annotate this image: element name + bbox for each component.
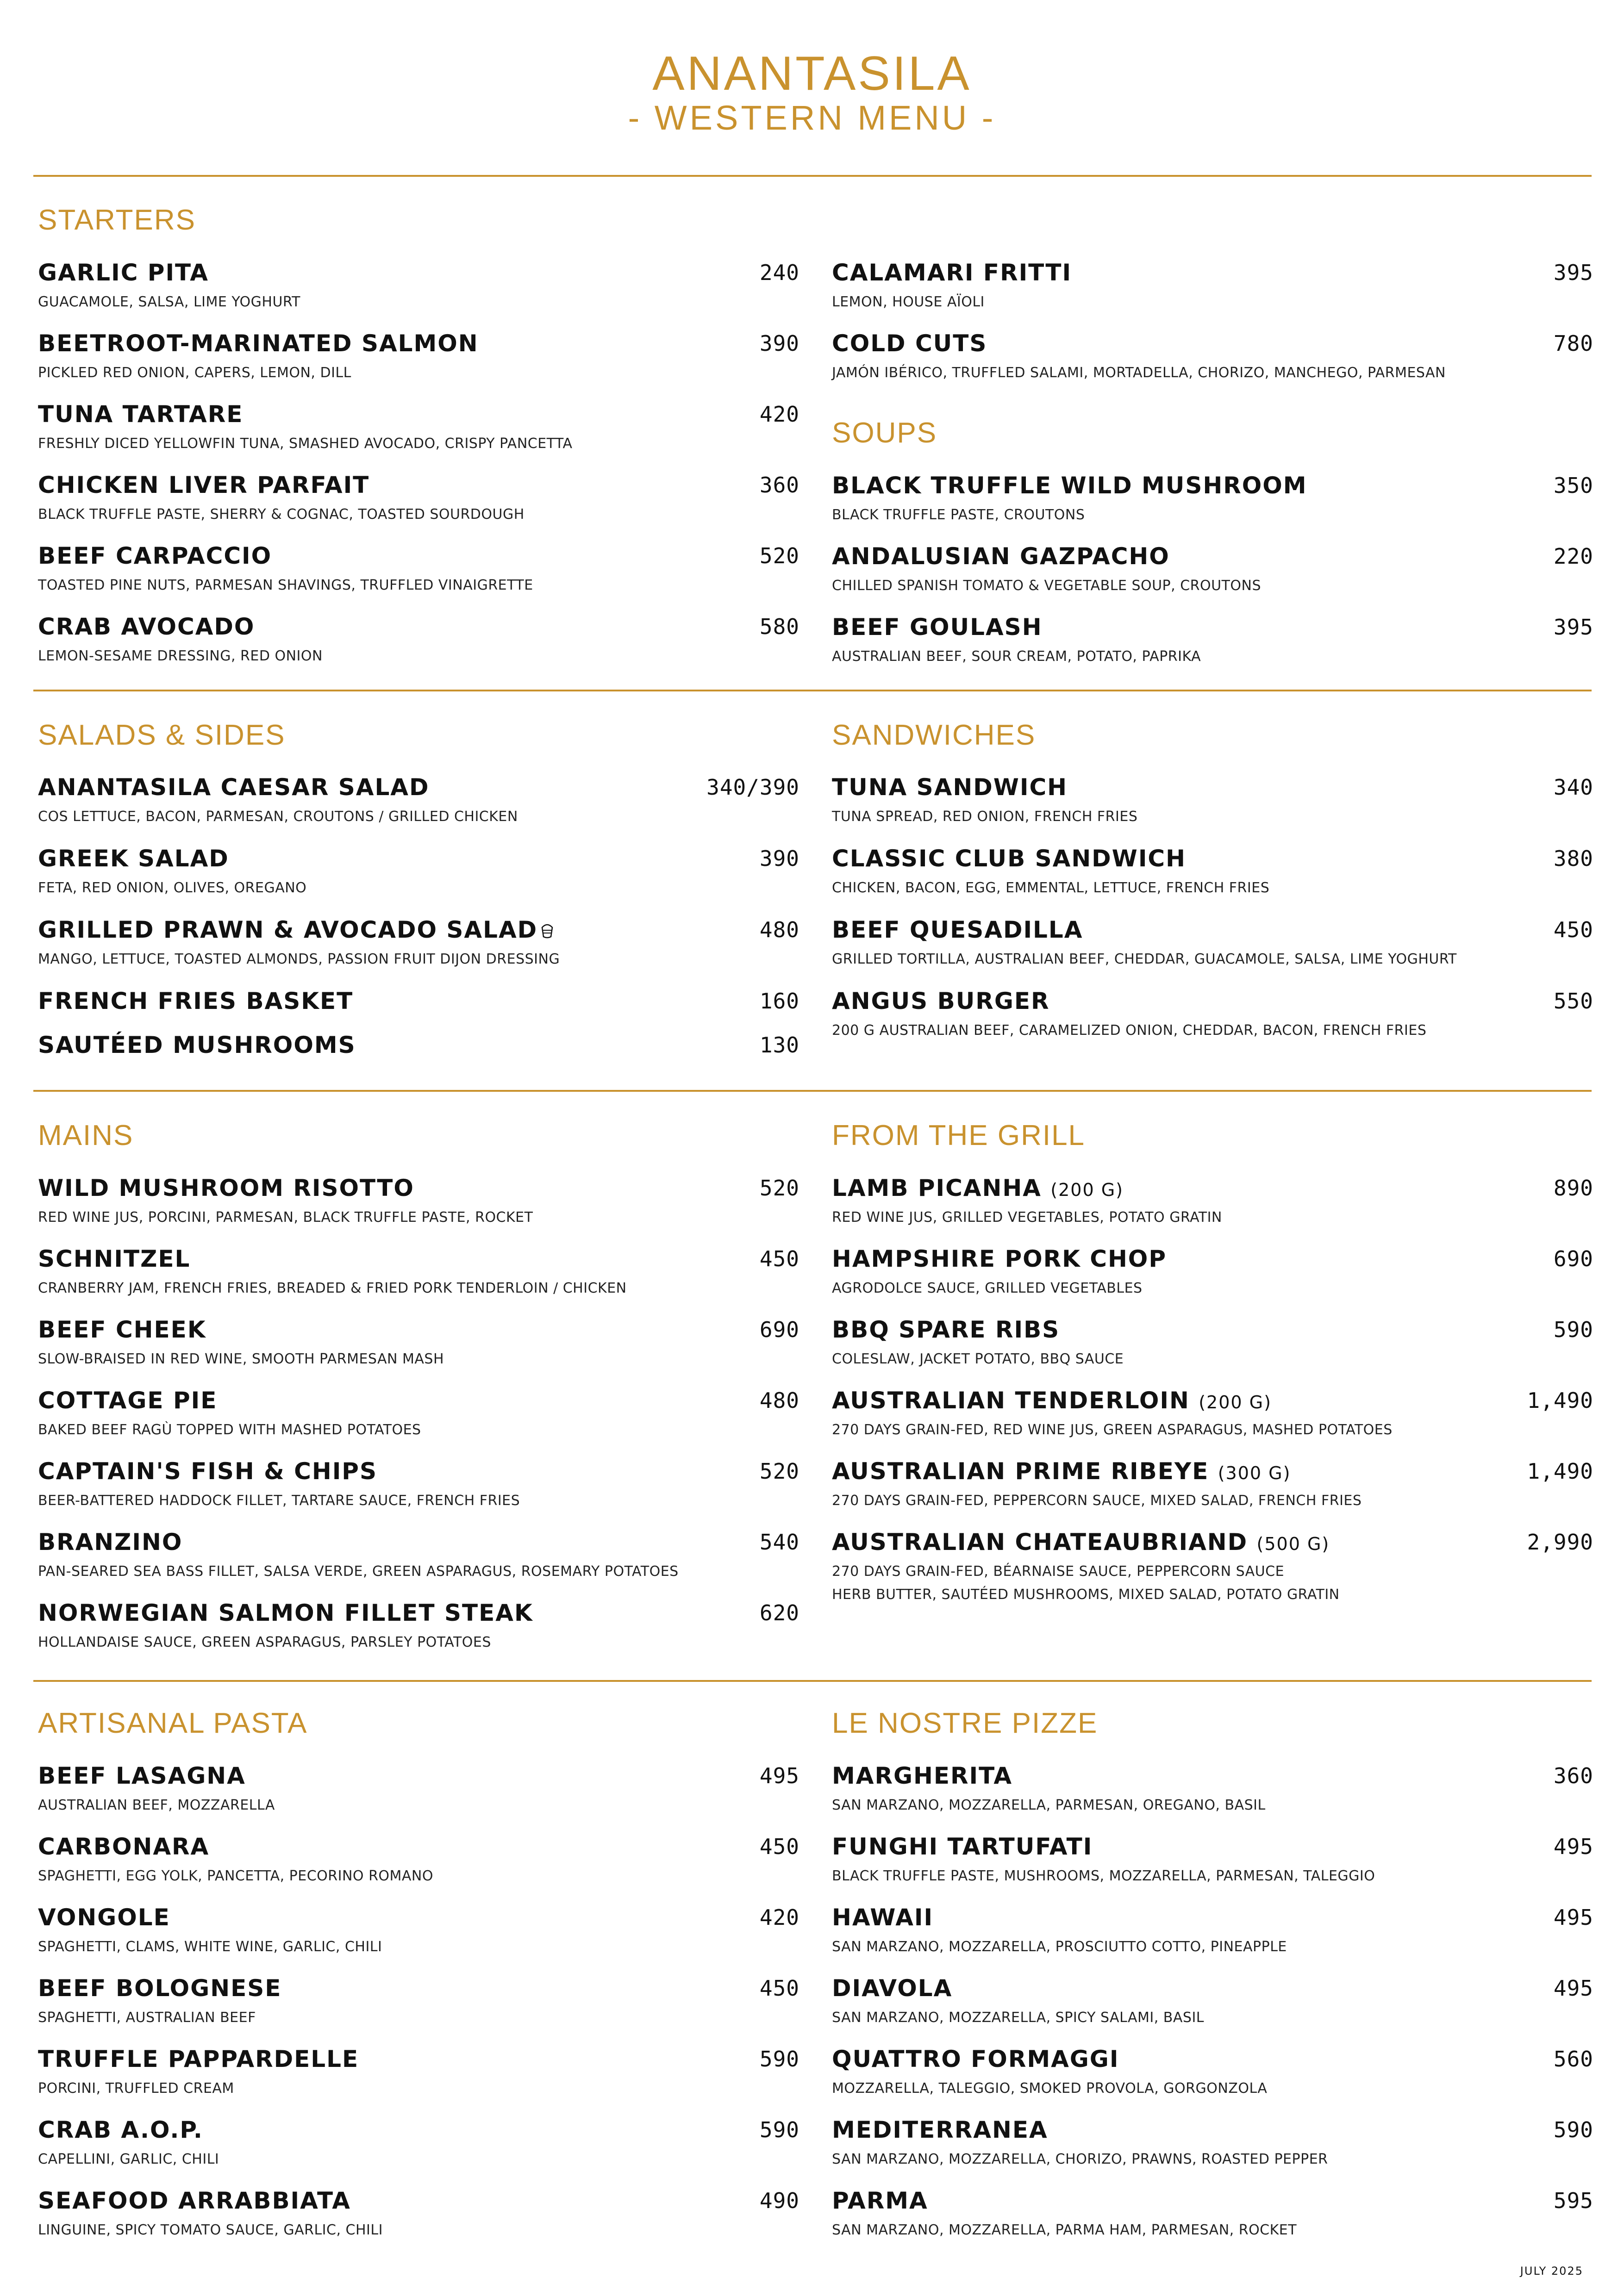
item-weight: (200 G) [1050,1180,1124,1200]
item-name [38,916,554,943]
item-description: SLOW-BRAISED IN RED WINE, SMOOTH PARMESAN MASH [38,1351,444,1367]
divider [33,690,1592,691]
item-price: 350 [1553,473,1593,498]
menu-item [832,259,1593,319]
item-name [38,1175,414,1201]
item-name [832,1387,1272,1414]
item-weight: (200 G) [1199,1392,1272,1412]
item-name-text: FRENCH FRIES BASKET [38,988,354,1014]
item-name [832,2046,1119,2072]
item-description: CHILLED SPANISH TOMATO & VEGETABLE SOUP, CROUTONS [832,578,1262,594]
item-name-text: MEDITERRANEA [832,2116,1048,2143]
menu-item [832,2187,1593,2247]
item-name [832,1529,1330,1556]
menu-item [38,1175,800,1235]
item-name-text: NORWEGIAN SALMON FILLET STEAK [38,1599,533,1626]
item-description: SPAGHETTI, EGG YOLK, PANCETTA, PECORINO ROMANO [38,1868,433,1884]
item-price: 890 [1553,1176,1593,1201]
item-name [832,916,1083,943]
item-name [832,330,987,357]
section-title: ARTISANAL PASTA [38,1707,308,1739]
item-name [832,259,1072,286]
item-price: 690 [759,1317,800,1342]
item-name [38,1975,281,2002]
item-price: 450 [759,1976,800,2001]
item-name [832,1458,1291,1485]
menu-item [832,916,1593,977]
menu-title: ANANTASILA [652,47,972,100]
menu-item [832,1833,1593,1893]
item-description: BLACK TRUFFLE PASTE, SHERRY & COGNAC, TOASTED SOURDOUGH [38,506,525,523]
item-name [832,1245,1167,1272]
item-description: AUSTRALIAN BEEF, MOZZARELLA [38,1797,275,1813]
item-price: 450 [759,1246,800,1271]
item-price: 480 [759,1388,800,1413]
item-name-text: ANANTASILA CAESAR SALAD [38,774,430,801]
item-name-text: CHICKEN LIVER PARFAIT [38,472,370,498]
divider [33,175,1592,177]
item-description: BAKED BEEF RAGÙ TOPPED WITH MASHED POTATOES [38,1422,421,1438]
item-name-text: BEEF QUESADILLA [832,916,1083,943]
item-description: COLESLAW, JACKET POTATO, BBQ SAUCE [832,1351,1124,1367]
menu-item [38,774,800,834]
section-title: LE NOSTRE PIZZE [832,1707,1098,1739]
item-description: SPAGHETTI, CLAMS, WHITE WINE, GARLIC, CHILI [38,1939,382,1955]
item-description: BEER-BATTERED HADDOCK FILLET, TARTARE SAUCE, FRENCH FRIES [38,1493,520,1509]
section-title: FROM THE GRILL [832,1120,1086,1151]
item-description: SAN MARZANO, MOZZARELLA, SPICY SALAMI, BASIL [832,2010,1205,2026]
menu-item [38,2187,800,2247]
item-name-text: CLASSIC CLUB SANDWICH [832,845,1186,872]
item-description: 270 DAYS GRAIN-FED, PEPPERCORN SAUCE, MIXED SALAD, FRENCH FRIES [832,1493,1362,1509]
item-name [38,1032,356,1058]
item-name-text: BEETROOT-MARINATED SALMON [38,330,479,357]
menu-item [832,543,1593,603]
item-description: BLACK TRUFFLE PASTE, MUSHROOMS, MOZZARELLA, PARMESAN, TALEGGIO [832,1868,1375,1884]
item-name [38,1833,209,1860]
menu-item [832,1245,1593,1306]
item-description: SAN MARZANO, MOZZARELLA, PROSCIUTTO COTTO, PINEAPPLE [832,1939,1287,1955]
item-description: RED WINE JUS, PORCINI, PARMESAN, BLACK TRUFFLE PASTE, ROCKET [38,1209,533,1226]
item-name-text: BEEF CARPACCIO [38,542,272,569]
item-name [38,613,255,640]
item-name [38,1529,182,1556]
item-description: BLACK TRUFFLE PASTE, CROUTONS [832,507,1085,523]
item-price: 490 [759,2188,800,2213]
item-name-text: QUATTRO FORMAGGI [832,2046,1119,2072]
section-title: STARTERS [38,204,196,236]
item-price: 360 [759,473,800,498]
item-description: AGRODOLCE SAUCE, GRILLED VEGETABLES [832,1280,1143,1296]
item-price: 495 [1553,1976,1593,2001]
section-title: SALADS & SIDES [38,719,286,751]
item-name-text: WILD MUSHROOM RISOTTO [38,1175,414,1201]
menu-item [38,1762,800,1823]
item-price: 240 [759,260,800,285]
item-description: FETA, RED ONION, OLIVES, OREGANO [38,880,307,896]
item-name-text: BEEF BOLOGNESE [38,1975,282,2002]
item-description: GUACAMOLE, SALSA, LIME YOGHURT [38,294,300,310]
item-name [38,988,353,1014]
menu-item [832,330,1593,390]
item-name-text: ANGUS BURGER [832,988,1050,1014]
menu-item [38,613,800,673]
menu-item [832,1762,1593,1823]
item-name [832,1175,1124,1201]
item-price: 2,990 [1527,1530,1593,1555]
item-name [38,259,209,286]
menu-item [832,1529,1593,1603]
menu-date: JULY 2025 [1520,2265,1583,2277]
item-price: 540 [759,1530,800,1555]
item-description: TOASTED PINE NUTS, PARMESAN SHAVINGS, TRUFFLED VINAIGRETTE [38,577,533,593]
item-description: SAN MARZANO, MOZZARELLA, CHORIZO, PRAWNS, ROASTED PEPPER [832,2151,1328,2167]
item-name-text: PARMA [832,2187,928,2214]
item-price: 550 [1553,989,1593,1014]
item-name-text: HAWAII [832,1904,934,1931]
item-name-text: COLD CUTS [832,330,987,357]
item-price: 450 [759,1834,800,1859]
item-name [38,1458,377,1485]
divider [33,1680,1592,1682]
item-name-text: VONGOLE [38,1904,170,1931]
item-price: 380 [1553,846,1593,871]
item-description: 270 DAYS GRAIN-FED, RED WINE JUS, GREEN ASPARAGUS, MASHED POTATOES [832,1422,1393,1438]
item-price: 495 [1553,1905,1593,1930]
menu-item [38,1316,800,1376]
item-description: LEMON-SESAME DRESSING, RED ONION [38,648,323,664]
item-price: 495 [759,1763,800,1788]
item-price: 160 [759,989,800,1014]
menu-item [38,542,800,603]
menu-item [38,845,800,905]
item-price: 580 [759,614,800,639]
item-description: CHICKEN, BACON, EGG, EMMENTAL, LETTUCE, FRENCH FRIES [832,880,1270,896]
menu-item [832,1904,1593,1964]
item-name-text: BEEF LASAGNA [38,1762,246,1789]
item-name-text: BEEF GOULASH [832,614,1043,641]
item-name [832,774,1068,801]
item-name-text: GRILLED PRAWN & AVOCADO SALAD [38,916,538,943]
item-name-text: FUNGHI TARTUFATI [832,1833,1093,1860]
menu-item [38,2116,800,2177]
item-name-text: SAUTÉED MUSHROOMS [38,1032,356,1058]
menu-item [832,1175,1593,1235]
item-name-text: CAPTAIN'S FISH & CHIPS [38,1458,377,1485]
menu-item [38,401,800,461]
item-price: 595 [1553,2188,1593,2213]
item-price: 130 [759,1033,800,1058]
item-name [38,1245,190,1272]
item-price: 590 [1553,2117,1593,2142]
item-description: MOZZARELLA, TALEGGIO, SMOKED PROVOLA, GORGONZOLA [832,2080,1268,2097]
item-name [38,472,369,498]
menu-subtitle: - WESTERN MENU - [628,99,996,137]
item-name [832,472,1307,499]
item-description: GRILLED TORTILLA, AUSTRALIAN BEEF, CHEDDAR, GUACAMOLE, SALSA, LIME YOGHURT [832,951,1457,967]
item-name [38,542,272,569]
menu-item [832,614,1593,674]
item-name-text: SEAFOOD ARRABBIATA [38,2187,351,2214]
item-name-text: GREEK SALAD [38,845,229,872]
item-description: 200 G AUSTRALIAN BEEF, CARAMELIZED ONION, CHEDDAR, BACON, FRENCH FRIES [832,1022,1427,1039]
item-price: 395 [1553,260,1593,285]
item-price: 390 [759,846,800,871]
item-price: 1,490 [1527,1388,1593,1413]
item-name-text: CRAB A.O.P. [38,2116,203,2143]
item-name [38,2046,359,2072]
menu-item [832,1316,1593,1376]
item-name [832,614,1043,641]
menu-item [832,1975,1593,2035]
section-title: SOUPS [832,417,937,449]
item-description: SAN MARZANO, MOZZARELLA, PARMESAN, OREGANO, BASIL [832,1797,1266,1813]
item-price: 520 [759,1176,800,1201]
item-name [38,1599,533,1626]
item-price: 220 [1553,544,1593,569]
item-price: 420 [759,1905,800,1930]
item-description: SPAGHETTI, AUSTRALIAN BEEF [38,2010,256,2026]
item-name-text: CALAMARI FRITTI [832,259,1072,286]
item-name-text: CRAB AVOCADO [38,613,255,640]
item-name-text: DIAVOLA [832,1975,953,2002]
item-name [832,2116,1048,2143]
item-price: 360 [1553,1763,1593,1788]
item-name [38,1762,246,1789]
item-description: TUNA SPREAD, RED ONION, FRENCH FRIES [832,809,1138,825]
menu-item [38,1529,800,1589]
item-name-text: BRANZINO [38,1529,183,1556]
section-title: SANDWICHES [832,719,1036,751]
menu-item [832,1387,1593,1447]
item-name [38,330,479,357]
menu-item [38,1975,800,2035]
menu-item [38,1833,800,1893]
item-name [38,1387,217,1414]
item-description: AUSTRALIAN BEEF, SOUR CREAM, POTATO, PAPRIKA [832,648,1201,665]
item-price: 520 [759,1459,800,1484]
menu-item [38,259,800,319]
menu-item [38,1904,800,1964]
item-price: 480 [759,917,800,942]
item-name-text: MARGHERITA [832,1762,1013,1789]
item-price: 780 [1553,331,1593,356]
item-name [38,1316,206,1343]
item-description: PORCINI, TRUFFLED CREAM [38,2080,234,2097]
item-name [832,988,1050,1014]
item-name-text: LAMB PICANHA [832,1175,1042,1201]
item-name [38,401,243,428]
item-description: PAN-SEARED SEA BASS FILLET, SALSA VERDE, GREEN ASPARAGUS, ROSEMARY POTATOES [38,1563,679,1580]
item-name-text: TUNA TARTARE [38,401,244,428]
item-name-text: ANDALUSIAN GAZPACHO [832,543,1170,570]
item-name [832,1762,1012,1789]
item-price: 495 [1553,1834,1593,1859]
item-description: 270 DAYS GRAIN-FED, BÉARNAISE SAUCE, PEPPERCORN SAUCE HERB BUTTER, SAUTÉED MUSHROOMS, MIXED SALAD, POTATO GRATIN [832,1563,1340,1603]
item-description: COS LETTUCE, BACON, PARMESAN, CROUTONS / GRILLED CHICKEN [38,809,518,825]
item-name-text: TRUFFLE PAPPARDELLE [38,2046,359,2072]
item-name-text: COTTAGE PIE [38,1387,218,1414]
menu-item [832,472,1593,532]
item-name-text: GARLIC PITA [38,259,209,286]
item-name-text: HAMPSHIRE PORK CHOP [832,1245,1167,1272]
item-name [38,1904,170,1931]
item-price: 620 [759,1600,800,1625]
item-description: MANGO, LETTUCE, TOASTED ALMONDS, PASSION FRUIT DIJON DRESSING [38,951,560,967]
item-description: SAN MARZANO, MOZZARELLA, PARMA HAM, PARMESAN, ROCKET [832,2222,1297,2238]
nut-allergen-icon [537,916,554,943]
item-name-text: AUSTRALIAN PRIME RIBEYE [832,1458,1209,1485]
item-price: 520 [759,543,800,568]
menu-item [38,2046,800,2106]
menu-item [832,2046,1593,2106]
menu-item [832,988,1593,1048]
item-name-text: SCHNITZEL [38,1245,191,1272]
item-name-text: AUSTRALIAN CHATEAUBRIAND [832,1529,1248,1556]
item-price: 420 [759,402,800,427]
item-name-text: CARBONARA [38,1833,210,1860]
item-name [832,1904,933,1931]
item-description: CAPELLINI, GARLIC, CHILI [38,2151,219,2167]
item-price: 395 [1553,615,1593,640]
item-name [832,1975,952,2002]
menu-item [38,472,800,532]
menu-item [38,1387,800,1447]
item-price: 340 [1553,775,1593,800]
item-description: RED WINE JUS, GRILLED VEGETABLES, POTATO GRATIN [832,1209,1222,1226]
menu-item [38,330,800,390]
item-name [38,774,430,801]
item-price: 690 [1553,1246,1593,1271]
item-price: 590 [759,2047,800,2072]
item-description: PICKLED RED ONION, CAPERS, LEMON, DILL [38,365,351,381]
menu-item [38,1245,800,1306]
item-price: 1,490 [1527,1459,1593,1484]
item-name-text: AUSTRALIAN TENDERLOIN [832,1387,1190,1414]
section-title: MAINS [38,1120,134,1151]
item-name [832,543,1170,570]
menu-item [832,1458,1593,1518]
item-name-text: BLACK TRUFFLE WILD MUSHROOM [832,472,1307,499]
item-name-text: BEEF CHEEK [38,1316,206,1343]
item-weight: (500 G) [1256,1534,1330,1554]
item-name [38,2187,351,2214]
item-description: JAMÓN IBÉRICO, TRUFFLED SALAMI, MORTADELLA, CHORIZO, MANCHEGO, PARMESAN [832,365,1446,381]
item-weight: (300 G) [1218,1463,1291,1483]
item-price: 390 [759,331,800,356]
menu-item [832,845,1593,905]
menu-item [38,1599,800,1660]
item-name [832,2187,928,2214]
item-description: LINGUINE, SPICY TOMATO SAUCE, GARLIC, CHILI [38,2222,383,2238]
menu-item [38,916,800,977]
menu-item [38,1458,800,1518]
menu-item [832,774,1593,834]
item-name [832,845,1186,872]
item-description: HOLLANDAISE SAUCE, GREEN ASPARAGUS, PARSLEY POTATOES [38,1634,491,1650]
item-description: FRESHLY DICED YELLOWFIN TUNA, SMASHED AVOCADO, CRISPY PANCETTA [38,436,573,452]
menu-item [38,1032,800,1092]
item-description: CRANBERRY JAM, FRENCH FRIES, BREADED & FRIED PORK TENDERLOIN / CHICKEN [38,1280,627,1296]
item-price: 590 [759,2117,800,2142]
item-name-text: TUNA SANDWICH [832,774,1068,801]
item-name [38,2116,203,2143]
item-price: 340/390 [706,775,800,800]
item-name [38,845,229,872]
item-description: LEMON, HOUSE AÏOLI [832,294,985,310]
item-price: 590 [1553,1317,1593,1342]
item-name-text: BBQ SPARE RIBS [832,1316,1060,1343]
item-name [832,1316,1060,1343]
item-price: 450 [1553,917,1593,942]
item-name [832,1833,1093,1860]
item-price: 560 [1553,2047,1593,2072]
menu-item [832,2116,1593,2177]
